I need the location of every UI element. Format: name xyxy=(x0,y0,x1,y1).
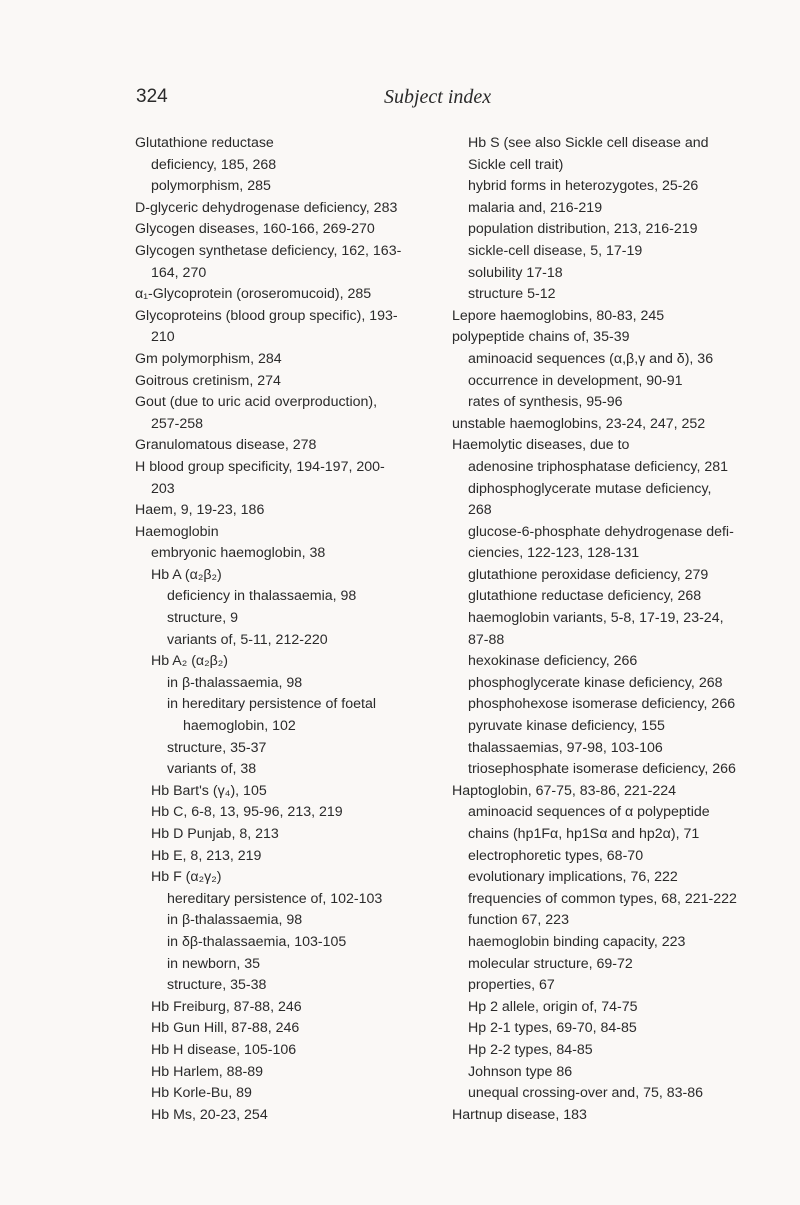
index-entry: Hb Freiburg, 87-88, 246 xyxy=(151,998,302,1015)
index-entry: triosephosphate isomerase deficiency, 266 xyxy=(468,761,736,778)
index-entry: Glycoproteins (blood group specific), 193- xyxy=(135,307,398,324)
index-entry: population distribution, 213, 216-219 xyxy=(468,221,698,238)
index-entry: Hp 2-2 types, 84-85 xyxy=(468,1041,593,1058)
index-entry: Hp 2-1 types, 69-70, 84-85 xyxy=(468,1020,637,1037)
index-entry: adenosine triphosphatase deficiency, 281 xyxy=(468,458,729,475)
index-entry: frequencies of common types, 68, 221-222 xyxy=(468,890,737,907)
index-entry: haemoglobin binding capacity, 223 xyxy=(468,933,686,950)
index-column-right xyxy=(452,133,745,1126)
index-entry: in hereditary persistence of foetal xyxy=(167,696,376,713)
index-entry: in β-thalassaemia, 98 xyxy=(167,674,303,691)
index-entry: variants of, 38 xyxy=(167,761,257,778)
index-entry: 268 xyxy=(468,502,492,519)
index-entry: 257-258 xyxy=(151,415,204,432)
index-entry: chains (hp1Fα, hp1Sα and hp2α), 71 xyxy=(468,826,700,842)
index-entry: Lepore haemoglobins, 80-83, 245 xyxy=(452,307,665,324)
index-entry: Hb F (α₂γ₂) xyxy=(151,869,222,886)
index-entry: Gm polymorphism, 284 xyxy=(135,350,282,367)
index-entry: H blood group specificity, 194-197, 200- xyxy=(135,458,385,475)
index-entry: solubility 17-18 xyxy=(468,264,563,281)
index-entry: electrophoretic types, 68-70 xyxy=(468,847,644,864)
index-entry: sickle-cell disease, 5, 17-19 xyxy=(468,242,643,259)
index-entry: function 67, 223 xyxy=(468,912,569,929)
index-entry: Johnson type 86 xyxy=(468,1063,573,1080)
page-number: 324 xyxy=(136,86,168,107)
index-entry: hereditary persistence of, 102-103 xyxy=(167,890,383,907)
page-header xyxy=(136,86,748,116)
index-entry: Hb Korle-Bu, 89 xyxy=(151,1085,252,1102)
index-entry: glutathione reductase deficiency, 268 xyxy=(468,588,702,605)
index-entry: Hp 2 allele, origin of, 74-75 xyxy=(468,998,638,1015)
index-entry: Haem, 9, 19-23, 186 xyxy=(135,502,265,519)
index-entry: glutathione peroxidase deficiency, 279 xyxy=(468,566,709,583)
index-entry: Hb Bart's (γ₄), 105 xyxy=(151,782,267,799)
index-entry: Hb S (see also Sickle cell disease and xyxy=(468,135,709,151)
index-entry: phosphoglycerate kinase deficiency, 268 xyxy=(468,674,723,691)
index-entry: α₁-Glycoprotein (oroseromucoid), 285 xyxy=(135,286,372,303)
index-entry: D-glyceric dehydrogenase deficiency, 283 xyxy=(135,199,398,216)
index-entry: variants of, 5-11, 212-220 xyxy=(167,631,328,648)
index-entry: Gout (due to uric acid overproduction), xyxy=(135,394,378,411)
index-entry: deficiency in thalassaemia, 98 xyxy=(167,588,357,605)
index-entry: haemoglobin variants, 5-8, 17-19, 23-24, xyxy=(468,610,724,627)
index-entry: haemoglobin, 102 xyxy=(183,718,296,735)
index-entry: ciencies, 122-123, 128-131 xyxy=(468,545,640,562)
index-entry: Sickle cell trait) xyxy=(468,156,564,173)
index-entry: Glycogen synthetase deficiency, 162, 163- xyxy=(135,242,402,259)
index-entry: Hb H disease, 105-106 xyxy=(151,1041,297,1058)
index-entry: Hb C, 6-8, 13, 95-96, 213, 219 xyxy=(151,804,343,821)
index-entry: Glycogen diseases, 160-166, 269-270 xyxy=(135,221,375,238)
index-entry: structure, 35-38 xyxy=(167,977,267,994)
index-entry: aminoacid sequences (α,β,γ and δ), 36 xyxy=(468,350,714,367)
index-entry: Haemoglobin xyxy=(135,523,219,540)
index-entry: unstable haemoglobins, 23-24, 247, 252 xyxy=(452,415,706,432)
index-entry: Hb Gun Hill, 87-88, 246 xyxy=(151,1020,300,1037)
index-entry: evolutionary implications, 76, 222 xyxy=(468,869,678,886)
index-entry: polypeptide chains of, 35-39 xyxy=(452,329,630,346)
index-entry: Hartnup disease, 183 xyxy=(452,1106,587,1123)
index-entry: Glutathione reductase xyxy=(135,135,274,151)
index-entry: Hb A₂ (α₂β₂) xyxy=(151,653,229,670)
index-entry: occurrence in development, 90-91 xyxy=(468,372,683,389)
index-entry: in newborn, 35 xyxy=(167,955,261,972)
index-entry: Hb A (α₂β₂) xyxy=(151,566,222,583)
index-entry: structure, 9 xyxy=(167,610,238,627)
running-title: Subject index xyxy=(384,86,492,108)
index-entry: Hb E, 8, 213, 219 xyxy=(151,847,262,864)
index-entry: Haptoglobin, 67-75, 83-86, 221-224 xyxy=(452,782,677,799)
index-entry: molecular structure, 69-72 xyxy=(468,955,633,972)
index-entry: pyruvate kinase deficiency, 155 xyxy=(468,718,665,735)
index-entry: phosphohexose isomerase deficiency, 266 xyxy=(468,696,736,713)
index-entry: hybrid forms in heterozygotes, 25-26 xyxy=(468,178,699,195)
index-column-left xyxy=(135,133,410,1126)
index-entry: embryonic haemoglobin, 38 xyxy=(151,545,326,562)
index-entry: deficiency, 185, 268 xyxy=(151,156,277,173)
index-entry: Haemolytic diseases, due to xyxy=(452,437,630,454)
index-entry: structure, 35-37 xyxy=(167,739,267,756)
index-entry: unequal crossing-over and, 75, 83-86 xyxy=(468,1085,704,1102)
index-entry: in δβ-thalassaemia, 103-105 xyxy=(167,933,347,950)
index-entry: polymorphism, 285 xyxy=(151,178,271,195)
index-entry: Goitrous cretinism, 274 xyxy=(135,372,281,389)
index-entry: thalassaemias, 97-98, 103-106 xyxy=(468,739,663,756)
index-entry: diphosphoglycerate mutase deficiency, xyxy=(468,480,712,497)
index-entry: aminoacid sequences of α polypeptide xyxy=(468,804,710,821)
index-entry: 210 xyxy=(151,329,175,346)
index-entry: glucose-6-phosphate dehydrogenase defi- xyxy=(468,523,734,540)
index-entry: malaria and, 216-219 xyxy=(468,199,603,216)
index-entry: structure 5-12 xyxy=(468,286,556,303)
index-entry: rates of synthesis, 95-96 xyxy=(468,394,623,411)
index-entry: Hb Harlem, 88-89 xyxy=(151,1063,263,1080)
index-entry: properties, 67 xyxy=(468,977,555,994)
index-entry: Hb D Punjab, 8, 213 xyxy=(151,826,279,842)
index-entry: 87-88 xyxy=(468,631,505,648)
index-entry: hexokinase deficiency, 266 xyxy=(468,653,638,670)
index-entry: 203 xyxy=(151,480,175,497)
index-entry: 164, 270 xyxy=(151,264,207,281)
index-entry: Hb Ms, 20-23, 254 xyxy=(151,1106,268,1123)
index-entry: Granulomatous disease, 278 xyxy=(135,437,317,454)
index-entry: in β-thalassaemia, 98 xyxy=(167,912,303,929)
